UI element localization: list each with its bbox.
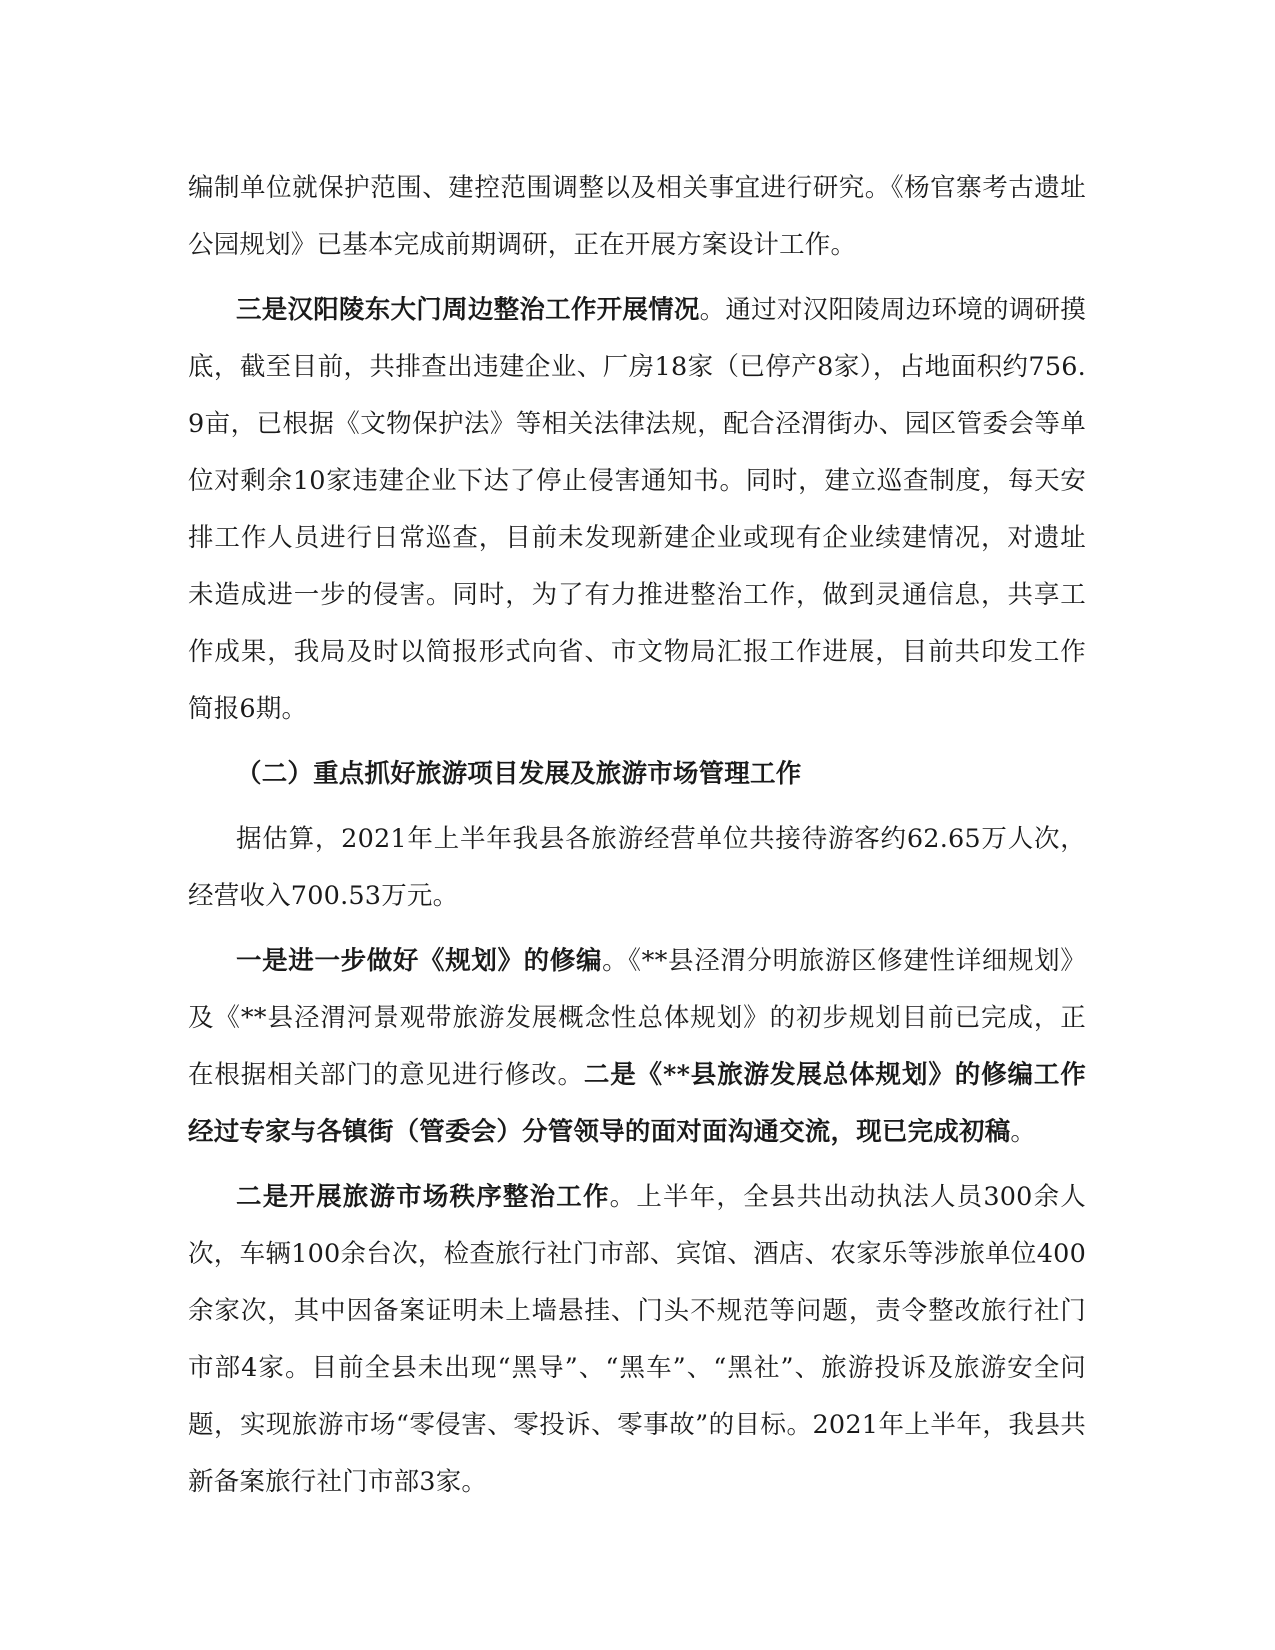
paragraph-text: 。《**县泾渭分明旅游区修建性详细规划》及《**县泾渭河景观带旅游发展概念性总体规划》的初步规划目前已完成，正在根据相关部门的意见进行修改。 [188,946,1086,1090]
paragraph-text: 。上半年，全县共出动执法人员300余人次，车辆100余台次，检查旅行社门市部、宾馆、酒店、农家乐等涉旅单位400余家次，其中因备案证明未上墙悬挂、门头不规范等问题，责令整改旅行社门市部4家。目前全县未出现“黑导”、“黑车”、“黑社”、旅游投诉及旅游安全问题，实现旅游市场“零侵害、零投诉、零事故”的目标。2021年上半年，我县共新备案旅行社门市部3家。 [188,1182,1086,1497]
paragraph-text: 。通过对汉阳陵周边环境的调研摸底，截至目前，共排查出违建企业、厂房18家（已停产8家），占地面积约756.9亩，已根据《文物保护法》等相关法律法规，配合泾渭街办、园区管委会等单位对剩余10家违建企业下达了停止侵害通知书。同时，建立巡查制度，每天安排工作人员进行日常巡查，目前未发现新建企业或现有企业续建情况，对遗址未造成进一步的侵害。同时，为了有力推进整治工作，做到灵通信息，共享工作成果，我局及时以简报形式向省、市文物局汇报工作进展，目前共印发工作简报6期。 [188,295,1086,724]
paragraph-text: 编制单位就保护范围、建控范围调整以及相关事宜进行研究。《杨官寨考古遗址公园规划》已基本完成前期调研，正在开展方案设计工作。 [188,173,1086,260]
paragraph-tail-end: 。 [1010,1117,1037,1147]
section-heading-tourism: （二）重点抓好旅游项目发展及旅游市场管理工作 [236,759,802,789]
paragraph-bold-tail: 二是《**县旅游发展总体规划》的修编工作经过专家与各镇街（管委会）分管领导的面对面沟通交流，现已完成初稿 [188,1060,1086,1147]
paragraph-hanyangling-rectification [188,282,1086,738]
paragraph-lead: 二是开展旅游市场秩序整治工作 [236,1182,610,1212]
paragraph-text: 据估算，2021年上半年我县各旅游经营单位共接待游客约62.65万人次，经营收入700.53万元。 [188,824,1086,911]
paragraph-lead: 一是进一步做好《规划》的修编 [236,946,603,976]
paragraph-market-order [188,1169,1086,1511]
document-page [188,160,1086,1519]
paragraph-lead: 三是汉阳陵东大门周边整治工作开展情况 [236,295,700,325]
paragraph-tourism-estimate [188,811,1086,925]
paragraph-protection-scope [188,160,1086,274]
paragraph-planning-revision [188,933,1086,1161]
